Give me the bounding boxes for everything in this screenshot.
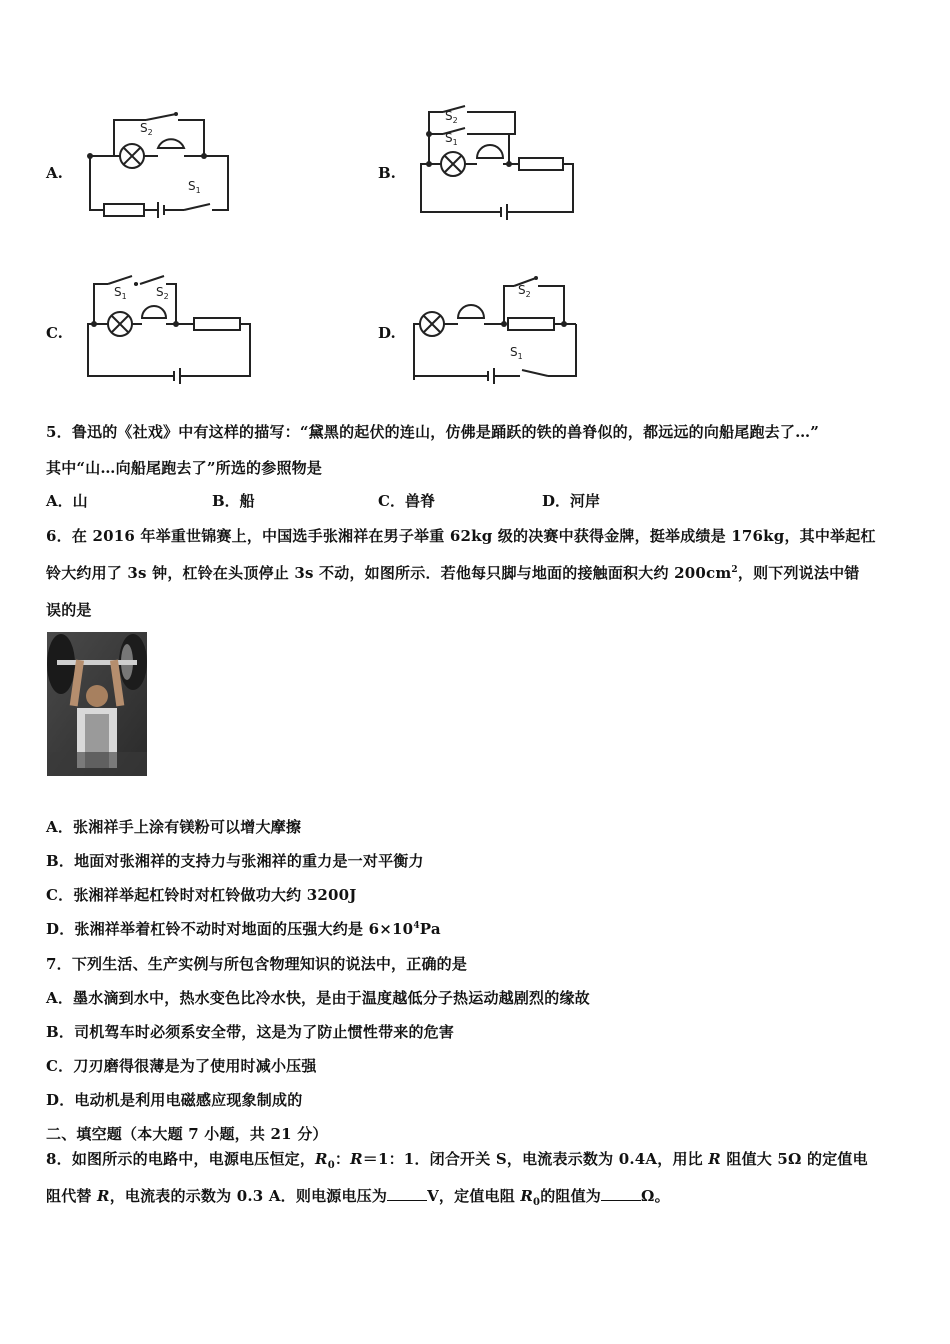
circuit-d-diagram: [408, 272, 583, 390]
q7-option-a: A．墨水滴到水中，热水变色比冷水快，是由于温度越低分子热运动越剧烈的缘故: [46, 989, 590, 1007]
circuit-c-s1: S: [114, 285, 122, 299]
circuit-c-label: C.: [46, 324, 63, 342]
svg-text:S1: $S_1$: [445, 131, 458, 147]
svg-text:S2: $S_2$: [140, 121, 153, 137]
q6-line-2: 铃大约用了 3s 钟，杠铃在头顶停止 3s 不动，如图所示．若他每只脚与地面的接触面积大约 $200cm^2$，则下列说法中错: [46, 564, 860, 582]
q6-line-3: 误的是: [46, 601, 92, 619]
q5-option-c: C．兽脊: [378, 492, 435, 510]
q6-option-d: D．张湘祥举着杠铃不动时对地面的压强大约是 $6\times 10^4Pa$: [46, 920, 441, 938]
svg-text:S1: $S_1$: [188, 179, 201, 195]
q6-option-a: A．张湘祥手上涂有镁粉可以增大摩擦: [46, 818, 302, 836]
q6-line-1: 6．在 2016 年举重世锦赛上，中国选手张湘祥在男子举重 62kg 级的决赛中获得金牌，挺举成绩是 176kg，其中举起杠: [46, 527, 876, 545]
circuit-b-label: B.: [378, 164, 396, 182]
weightlifter-photo: [47, 632, 147, 776]
circuit-c-s2: S: [156, 285, 164, 299]
circuit-c-diagram: [82, 268, 257, 386]
circuit-a-label: A.: [46, 164, 63, 182]
q8-blank-voltage[interactable]: [387, 1188, 427, 1201]
circuit-a-s2: S: [140, 121, 148, 135]
svg-text:S2: $S_2$: [445, 109, 458, 125]
section-2-heading: 二、填空题（本大题 7 小题，共 21 分）: [46, 1125, 328, 1143]
circuit-d-label: D.: [378, 324, 396, 342]
circuit-a-s1: S: [188, 179, 196, 193]
q6-option-b: B．地面对张湘祥的支持力与张湘祥的重力是一对平衡力: [46, 852, 424, 870]
svg-text:S1: $S_1$: [510, 345, 523, 361]
svg-text:S2: $S_2$: [156, 285, 169, 301]
q5-option-d: D．河岸: [542, 492, 601, 510]
q5-option-b: B．船: [212, 492, 255, 510]
q7-option-d: D．电动机是利用电磁感应现象制成的: [46, 1091, 303, 1109]
q7-stem: 7．下列生活、生产实例与所包含物理知识的说法中，正确的是: [46, 955, 468, 973]
circuit-d-s2: S: [518, 283, 526, 297]
circuit-b-diagram: [415, 100, 580, 220]
circuit-b-s1: S: [445, 131, 453, 145]
q8-blank-resistance[interactable]: [601, 1188, 641, 1201]
q7-option-b: B．司机驾车时必须系安全带，这是为了防止惯性带来的危害: [46, 1023, 455, 1041]
svg-text:S2: $S_2$: [518, 283, 531, 299]
q5-line-1: 5．鲁迅的《社戏》中有这样的描写：“黛黑的起伏的连山，仿佛是踊跃的铁的兽脊似的，都远远的向船尾跑去了…”: [46, 423, 820, 441]
q6-option-c: C．张湘祥举起杠铃时对杠铃做功大约 3200J: [46, 886, 357, 904]
circuit-b-s2: S: [445, 109, 453, 123]
q8-line-2: 阻代替 R，电流表的示数为 0.3 A．则电源电压为 V，定值电阻 $R_0$的阻值为 Ω。: [46, 1187, 670, 1208]
q5-line-2: 其中“山…向船尾跑去了”所选的参照物是: [46, 459, 323, 477]
circuit-a-diagram: [80, 110, 240, 220]
circuit-d-s1: S: [510, 345, 518, 359]
q8-line-1: 8．如图所示的电路中，电源电压恒定，$R_0$：R＝1：1．闭合开关 S，电流表示数为 0.4A，用比 R 阻值大 5Ω 的定值电: [46, 1150, 868, 1171]
q7-option-c: C．刀刃磨得很薄是为了使用时减小压强: [46, 1057, 317, 1075]
svg-text:S1: $S_1$: [114, 285, 127, 301]
q5-option-a: A．山: [46, 492, 88, 510]
